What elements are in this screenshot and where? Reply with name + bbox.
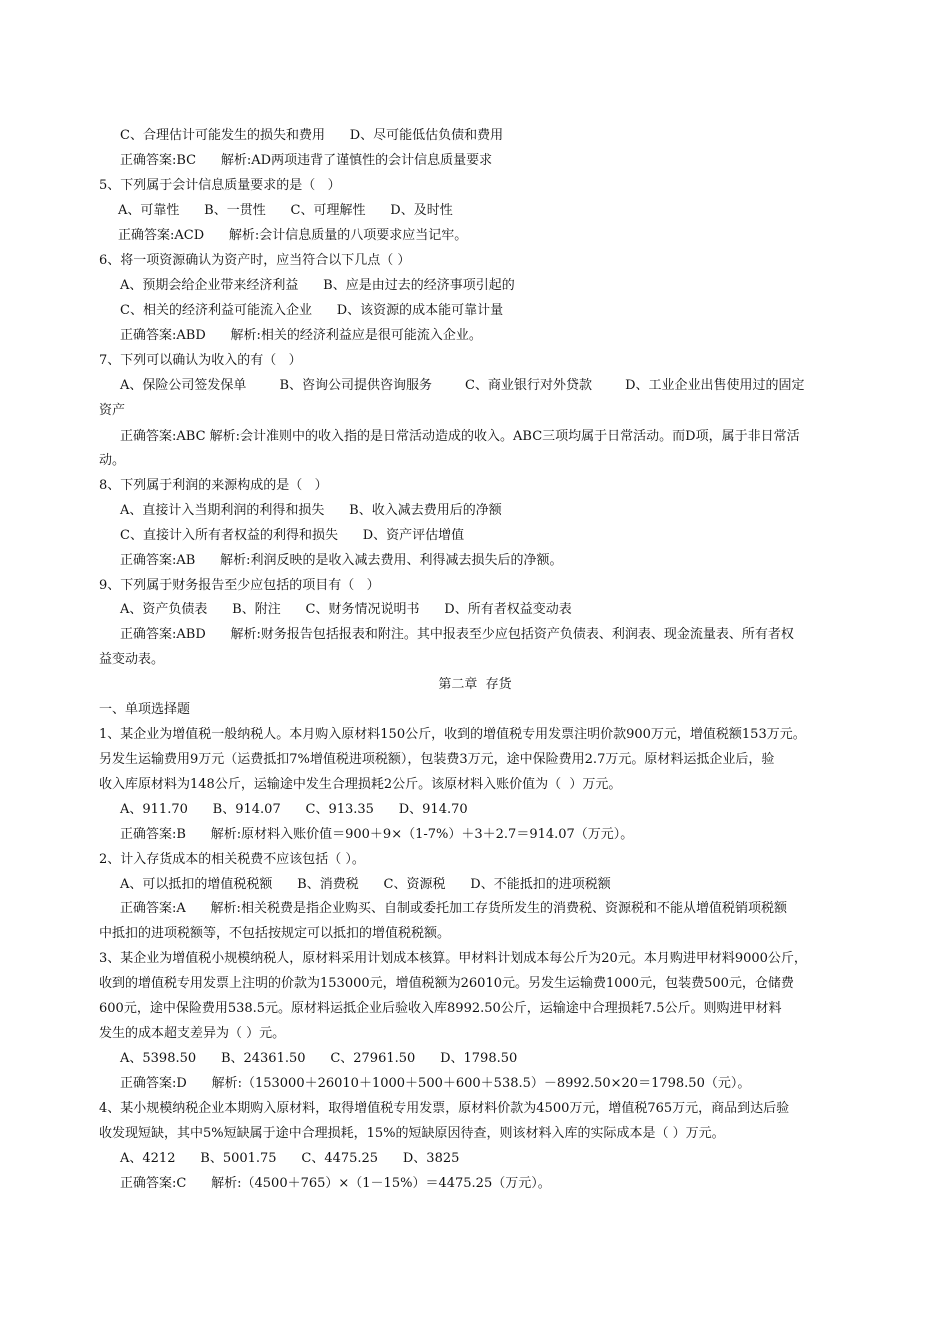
chapter-title: 第二章 存货 xyxy=(438,677,512,692)
answer-line: 正确答案:ABD 解析:财务报告包括报表和附注。其中报表至少应包括资产负债表、利润表、现金流量表、所有者权 xyxy=(120,627,794,642)
option-line: A、资产负债表 B、附注 C、财务情况说明书 D、所有者权益变动表 xyxy=(120,602,572,617)
answer-line: 正确答案:A 解析:相关税费是指企业购买、自制或委托加工存货所发生的消费税、资源税和不能从增值税销项税额 xyxy=(120,901,787,916)
option-line-continued: 资产 xyxy=(99,403,126,418)
question-stem: 7、下列可以确认为收入的有（ ） xyxy=(99,353,302,368)
answer-line: 正确答案:D 解析:（153000＋26010＋1000＋500＋600＋538.5）－8992.50×20＝1798.50（元）。 xyxy=(120,1076,751,1091)
answer-line-continued: 动。 xyxy=(99,453,126,468)
answer-line: 正确答案:ACD 解析:会计信息质量的八项要求应当记牢。 xyxy=(118,228,468,243)
option-line: A、4212 B、5001.75 C、4475.25 D、3825 xyxy=(120,1151,460,1166)
section-heading: 一、单项选择题 xyxy=(99,702,191,717)
answer-line-continued: 中抵扣的进项税额等，不包括按规定可以抵扣的增值税税额。 xyxy=(99,926,451,941)
question-stem: 8、下列属于利润的来源构成的是（ ） xyxy=(99,478,328,493)
option-line: A、可靠性 B、一贯性 C、可理解性 D、及时性 xyxy=(118,203,453,218)
answer-line: 正确答案:B 解析:原材料入账价值＝900＋9×（1-7%）＋3＋2.7＝914.07（万元）。 xyxy=(120,827,634,842)
option-line: C、相关的经济利益可能流入企业 D、该资源的成本能可靠计量 xyxy=(120,303,504,318)
question-stem: 1、某企业为增值税一般纳税人。本月购入原材料150公斤，收到的增值税专用发票注明价款900万元，增值税额153万元。 xyxy=(99,727,806,742)
question-stem: 6、将一项资源确认为资产时，应当符合以下几点（ ） xyxy=(99,253,411,268)
option-line: A、直接计入当期利润的利得和损失 B、收入减去费用后的净额 xyxy=(120,503,502,518)
question-stem-continued: 收发现短缺，其中5%短缺属于途中合理损耗，15%的短缺原因待查，则该材料入库的实际成本是（ ）万元。 xyxy=(99,1126,725,1141)
question-stem: 3、某企业为增值税小规模纳税人，原材料采用计划成本核算。甲材料计划成本每公斤为20元。本月购进甲材料9000公斤， xyxy=(99,951,807,966)
option-line: A、保险公司签发保单 B、咨询公司提供咨询服务 C、商业银行对外贷款 D、工业企业出售使用过的固定 xyxy=(120,378,805,393)
question-stem-continued: 收入库原材料为148公斤，运输途中发生合理损耗2公斤。该原材料入账价值为（ ）万元。 xyxy=(99,777,622,792)
answer-line: 正确答案:ABC 解析:会计准则中的收入指的是日常活动造成的收入。ABC三项均属于日常活动。而D项，属于非日常活 xyxy=(120,429,800,444)
question-stem: 5、下列属于会计信息质量要求的是（ ） xyxy=(99,178,341,193)
question-stem: 4、某小规模纳税企业本期购入原材料，取得增值税专用发票，原材料价款为4500万元，增值税765万元，商品到达后验 xyxy=(99,1101,790,1116)
option-line: A、5398.50 B、24361.50 C、27961.50 D、1798.50 xyxy=(120,1051,518,1066)
option-line: C、合理估计可能发生的损失和费用 D、尽可能低估负债和费用 xyxy=(120,128,504,143)
question-stem-continued: 600元，途中保险费用538.5元。原材料运抵企业后验收入库8992.50公斤，运输途中合理损耗7.5公斤。则购进甲材料 xyxy=(99,1001,782,1016)
option-line: A、911.70 B、914.07 C、913.35 D、914.70 xyxy=(120,802,468,817)
answer-line: 正确答案:AB 解析:利润反映的是收入减去费用、利得减去损失后的净额。 xyxy=(120,553,563,568)
question-stem: 9、下列属于财务报告至少应包括的项目有（ ） xyxy=(99,578,380,593)
answer-line-continued: 益变动表。 xyxy=(99,652,165,667)
option-line: C、直接计入所有者权益的利得和损失 D、资产评估增值 xyxy=(120,528,465,543)
question-stem: 2、计入存货成本的相关税费不应该包括（ ）。 xyxy=(99,852,365,867)
question-stem-continued: 收到的增值税专用发票上注明的价款为153000元，增值税额为26010元。另发生运输费1000元，包装费500元，仓储费 xyxy=(99,976,794,991)
question-stem-continued: 发生的成本超支差异为（ ）元。 xyxy=(99,1026,286,1041)
option-line: A、可以抵扣的增值税税额 B、消费税 C、资源税 D、不能抵扣的进项税额 xyxy=(120,877,611,892)
answer-line: 正确答案:ABD 解析:相关的经济利益应是很可能流入企业。 xyxy=(120,328,482,343)
answer-line: 正确答案:BC 解析:AD两项违背了谨慎性的会计信息质量要求 xyxy=(120,153,493,168)
question-stem-continued: 另发生运输费用9万元（运费抵扣7%增值税进项税额），包装费3万元，途中保险费用2.7万元。原材料运抵企业后，验 xyxy=(99,752,775,767)
answer-line: 正确答案:C 解析:（4500＋765）×（1－15%）＝4475.25（万元）。 xyxy=(120,1176,551,1191)
option-line: A、预期会给企业带来经济利益 B、应是由过去的经济事项引起的 xyxy=(120,278,515,293)
